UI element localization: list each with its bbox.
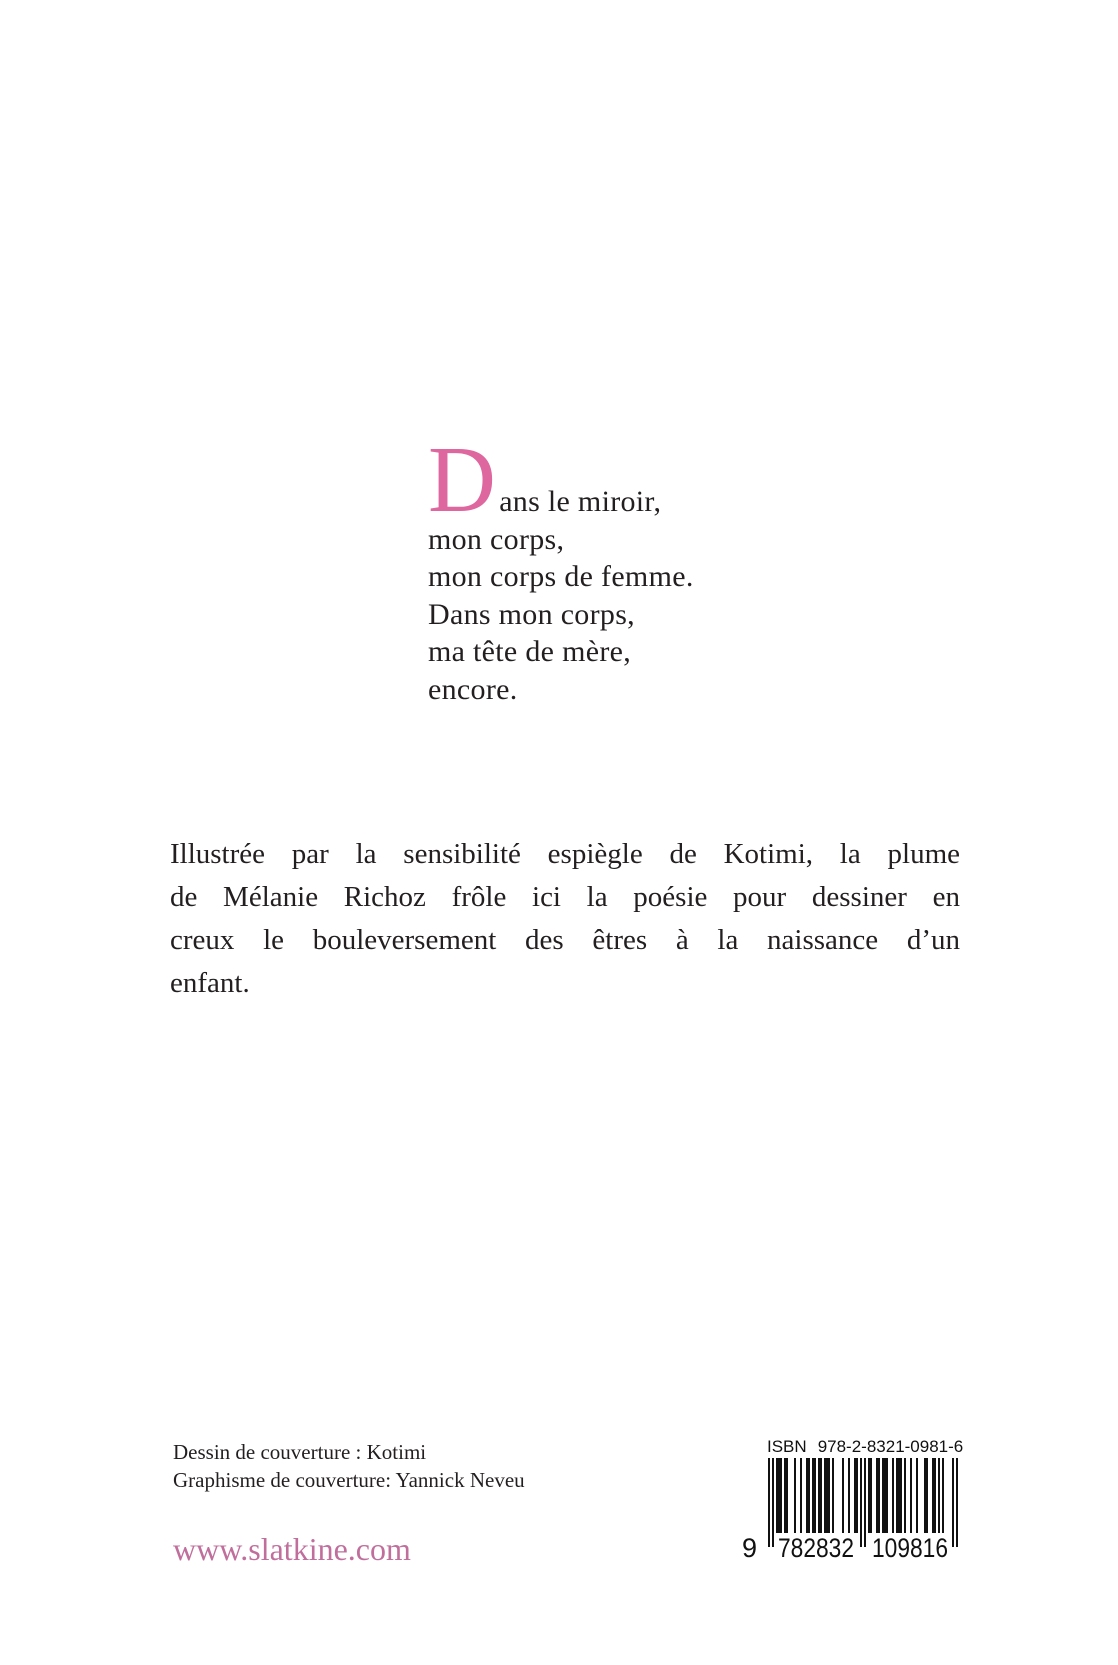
poem-line-1	[428, 428, 694, 532]
website-link[interactable]: www.slatkine.com	[173, 1531, 411, 1567]
blurb-line-1: Illustrée par la sensibilité espiègle de Kotimi, la plume	[170, 838, 960, 870]
isbn-number: 978-2-8321-0981-6	[817, 1437, 964, 1456]
isbn-label	[767, 1437, 963, 1457]
barcode-digit-left: 9	[742, 1533, 758, 1562]
dropcap-letter: D	[428, 428, 497, 532]
poem-line-2: mon corps,	[428, 522, 565, 556]
poem-excerpt	[428, 428, 694, 708]
poem-line-6: encore.	[428, 672, 518, 706]
poem-line-3: mon corps de femme.	[428, 560, 694, 593]
barcode-digits-group1: 782832	[778, 1533, 854, 1562]
isbn-word: ISBN	[767, 1437, 807, 1456]
poem-line-5: ma tête de mère,	[428, 635, 632, 668]
blurb-line-4: enfant.	[170, 967, 250, 999]
blurb-line-3: creux le bouleversement des êtres à la naissance d’un	[170, 924, 960, 956]
credit-illustration: Dessin de couverture : Kotimi	[173, 1440, 427, 1464]
poem-line-4: Dans mon corps,	[428, 597, 635, 631]
ean13-barcode	[742, 1458, 958, 1562]
cover-credits	[173, 1438, 525, 1494]
poem-line-1-text: ans le miroir,	[499, 485, 662, 518]
barcode-digits-group2: 109816	[872, 1533, 948, 1562]
credit-graphism: Graphisme de couverture: Yannick Neveu	[173, 1468, 525, 1492]
blurb-line-2: de Mélanie Richoz frôle ici la poésie pour dessiner en	[170, 881, 960, 913]
back-cover-blurb	[170, 833, 960, 1005]
